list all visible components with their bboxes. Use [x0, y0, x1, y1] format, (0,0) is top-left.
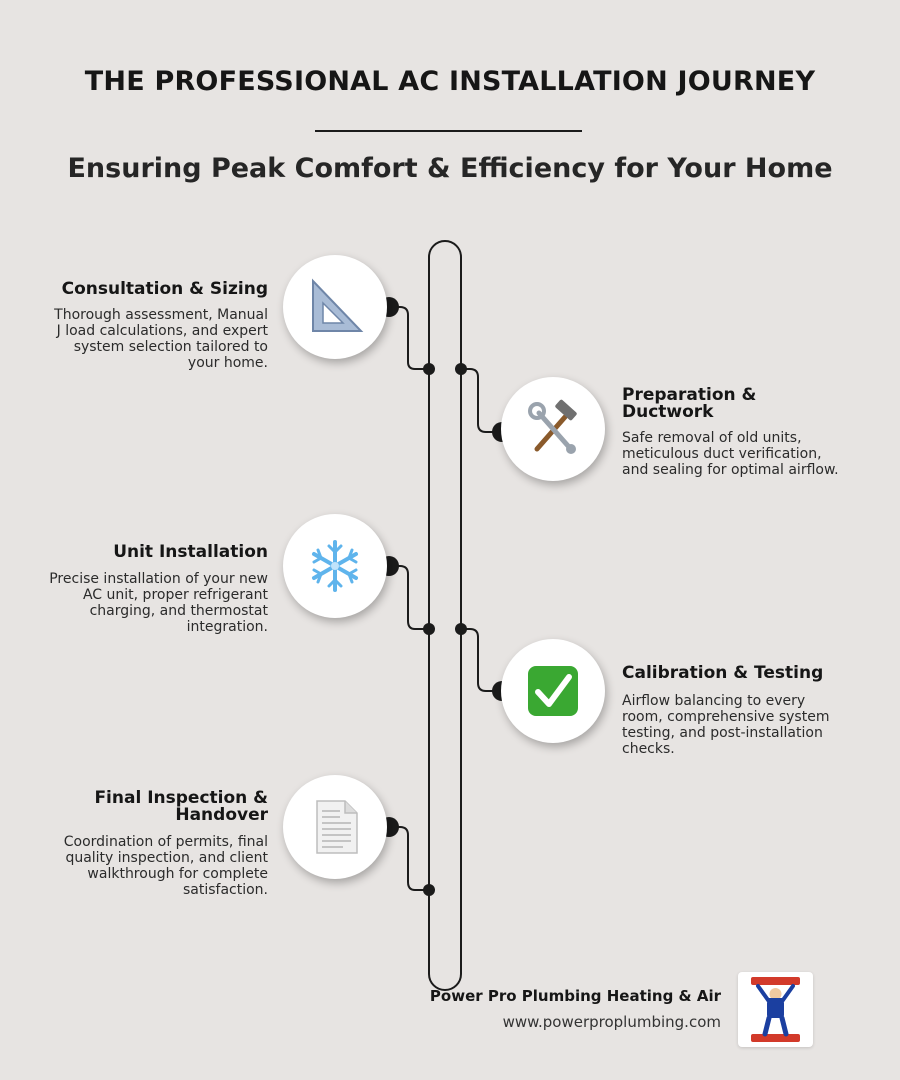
connector-step-4 — [461, 629, 502, 691]
connector-step-2 — [461, 369, 502, 432]
check-mark-icon — [523, 661, 583, 721]
company-name: Power Pro Plumbing Heating & Air — [429, 987, 721, 1005]
plumber-mascot-logo — [738, 972, 813, 1047]
step-2-title: Preparation & Ductwork — [622, 385, 757, 422]
junction-step-4 — [455, 623, 467, 635]
timeline-track — [429, 241, 461, 990]
set-square-icon — [305, 277, 365, 337]
page-subtitle: Ensuring Peak Comfort & Efficiency for Your Home — [67, 153, 833, 184]
connector-step-5 — [389, 827, 429, 890]
step-4-title: Calibration & Testing — [622, 663, 824, 683]
junction-step-3 — [423, 623, 435, 635]
step-3-description: Precise installation of your new AC unit, proper refrigerant charging, and thermostat integration. — [49, 571, 268, 635]
step-4-description: Airflow balancing to every room, comprehensive system testing, and post-installation checks. — [622, 693, 830, 757]
step-5-description: Coordination of permits, final quality inspection, and client walkthrough for complete satisfaction. — [63, 834, 268, 898]
step-2-description: Safe removal of old units, meticulous duct verification, and sealing for optimal airflow. — [622, 430, 839, 478]
step-5-icon-circle — [283, 775, 387, 879]
connector-step-1 — [389, 307, 429, 369]
connector-step-3 — [389, 566, 429, 629]
page-title: THE PROFESSIONAL AC INSTALLATION JOURNEY — [84, 66, 816, 97]
step-3-icon-circle — [283, 514, 387, 618]
company-website[interactable]: www.powerproplumbing.com — [502, 1013, 721, 1031]
hammer-wrench-icon — [523, 399, 583, 459]
document-icon — [305, 797, 365, 857]
step-4-icon-circle — [501, 639, 605, 743]
step-1-description: Thorough assessment, Manual J load calculations, and expert system selection tailored to your home. — [54, 307, 268, 371]
step-5-title: Final Inspection & Handover — [94, 788, 268, 825]
step-1-icon-circle — [283, 255, 387, 359]
snowflake-icon — [305, 536, 365, 596]
step-2-icon-circle — [501, 377, 605, 481]
company-logo — [738, 972, 813, 1047]
junction-step-2 — [455, 363, 467, 375]
step-1-title: Consultation & Sizing — [61, 279, 268, 299]
step-3-title: Unit Installation — [113, 542, 268, 562]
junction-step-1 — [423, 363, 435, 375]
junction-step-5 — [423, 884, 435, 896]
